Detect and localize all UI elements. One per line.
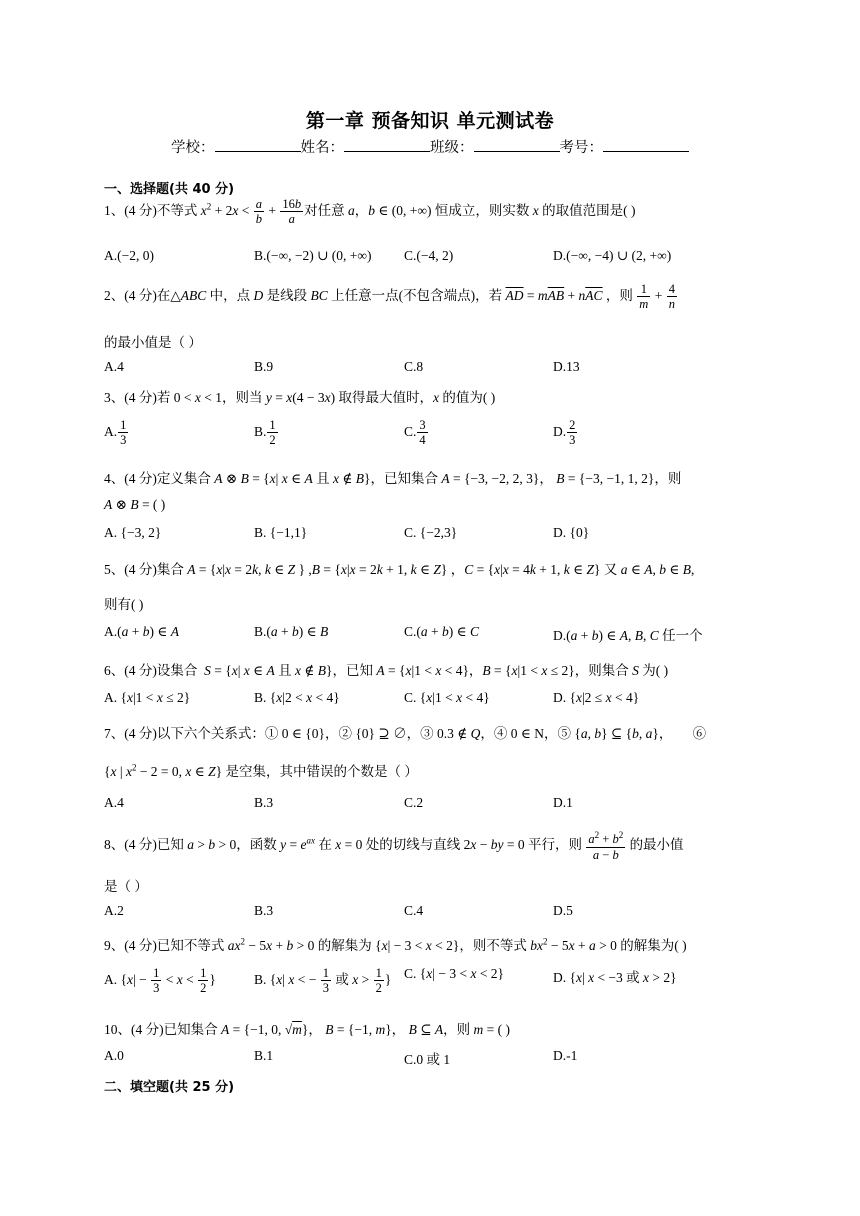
- option-a[interactable]: A. {x|1 < x ≤ 2}: [104, 690, 191, 705]
- option-a[interactable]: A. $\frac{1}{3}$: [104, 418, 127, 448]
- question-5-tail: 则有( ): [104, 597, 144, 612]
- option-d[interactable]: D.(−∞, −4) ∪ (2, +∞): [553, 248, 672, 263]
- question-9: 9、(4 分)已知不等式 $ax^2 - 5x + b > 0$ 的解集为 {x| − 3 < x < 2}，则不等式 $bx^2 - 5x + a > 0$ 的解集为( ): [104, 936, 687, 953]
- option-d[interactable]: D.13: [553, 359, 580, 374]
- question-5: 5、(4 分)集合 A = {x|x = 2k, k ∈ Z } ,B = {x|x = 2k + 1, k ∈ Z} ，C = {x|x = 4k + 1, k ∈ Z} 又 a ∈ A, b ∈ B,: [104, 562, 695, 577]
- option-b[interactable]: B.(−∞, −2) ∪ (0, +∞): [254, 248, 372, 263]
- question-6: 6、(4 分)设集合 S = {x| x ∈ A 且 x ∉ B}，已知 A = {x|1 < x < 4}，B = {x|1 < x ≤ 2}，则集合 S 为( ): [104, 663, 669, 678]
- question-2-tail: 的最小值是（ ）: [104, 335, 202, 350]
- option-b[interactable]: B. $\frac{1}{2}$: [254, 418, 276, 448]
- option-a[interactable]: A.4: [104, 795, 124, 810]
- option-c[interactable]: C.2: [404, 795, 424, 810]
- question-8: 8、(4 分)已知 a > b > 0，函数 $y = e^{ax}$ 在 x = 0 处的切线与直线 2x − by = 0 平行，则 $\frac{a^2 + b^2}{a - b}$ 的最小值: [104, 830, 684, 862]
- option-a[interactable]: A.(a + b) ∈ A: [104, 624, 179, 639]
- option-d[interactable]: D.5: [553, 903, 573, 918]
- name-label: 姓名：: [300, 140, 344, 156]
- option-b[interactable]: B.(a + b) ∈ B: [254, 624, 329, 639]
- option-b[interactable]: B. {x|2 < x < 4}: [254, 690, 340, 705]
- option-a[interactable]: A.4: [104, 359, 124, 374]
- question-10: 10、(4 分)已知集合 A = {−1, 0, √m}， B = {−1, m}， B ⊆ A，则 m = ( ): [104, 1022, 510, 1037]
- option-c[interactable]: C.8: [404, 359, 424, 374]
- question-7: 7、(4 分)以下六个关系式：① 0 ∈ {0}，② {0} ⊇ ∅，③ 0.3 ∉ Q，④ 0 ∈ N，⑤ {a, b} ⊆ {b, a}， ⑥: [104, 726, 707, 741]
- option-c[interactable]: C.0 或 1: [404, 1052, 451, 1067]
- class-label: 班级：: [430, 140, 474, 156]
- student-info-line: [0, 136, 860, 157]
- page-title: 第一章 预备知识 单元测试卷: [305, 110, 555, 132]
- school-blank[interactable]: [215, 139, 301, 152]
- option-c[interactable]: C. {x|1 < x < 4}: [404, 690, 490, 705]
- option-d[interactable]: D.-1: [553, 1048, 578, 1063]
- option-a[interactable]: A.2: [104, 903, 124, 918]
- option-d[interactable]: D. {0}: [553, 525, 590, 540]
- option-b[interactable]: B. {x| x < − $\frac{1}{3}$ 或 x > $\frac{1}{2}$ }: [254, 966, 392, 996]
- option-c[interactable]: C.(−4, 2): [404, 248, 454, 263]
- option-d[interactable]: D. $\frac{2}{3}$: [553, 418, 576, 448]
- question-4: 4、(4 分)定义集合 A ⊗ B = {x| x ∈ A 且 x ∉ B}，已知集合 A = {−3, −2, 2, 3}， B = {−3, −1, 1, 2}，则: [104, 471, 682, 486]
- question-1: 1、(4 分)不等式 $x^2 + 2x$ < $\frac{a}{b}$ + $\frac{16b}{a}$ 对任意 a，b ∈ (0, +∞) 恒成立，则实数 x 的取值范围是( ): [104, 197, 636, 227]
- exam-no-blank[interactable]: [603, 139, 689, 152]
- option-b[interactable]: B.3: [254, 795, 274, 810]
- question-3: 3、(4 分)若 0 < x < 1，则当 y = x(4 − 3x) 取得最大值时，x 的值为( ): [104, 390, 496, 405]
- school-label: 学校：: [171, 140, 215, 156]
- option-c[interactable]: C.(a + b) ∈ C: [404, 624, 480, 639]
- option-a[interactable]: A.0: [104, 1048, 124, 1063]
- class-blank[interactable]: [474, 139, 560, 152]
- option-a[interactable]: A. {−3, 2}: [104, 525, 162, 540]
- option-b[interactable]: B.9: [254, 359, 274, 374]
- section-heading-fill: 二、填空题(共 25 分): [104, 1080, 235, 1095]
- question-7-tail: {x | $x^2 - 2 = 0$, x ∈ Z} 是空集，其中错误的个数是（ ）: [104, 762, 418, 779]
- exam-no-label: 考号：: [559, 140, 603, 156]
- name-blank[interactable]: [344, 139, 430, 152]
- option-d[interactable]: D. {x|2 ≤ x < 4}: [553, 690, 640, 705]
- option-d[interactable]: D.(a + b) ∈ A, B, C 任一个: [553, 628, 703, 643]
- option-c[interactable]: C. {−2,3}: [404, 525, 458, 540]
- option-c[interactable]: C. {x| − 3 < x < 2}: [404, 966, 505, 981]
- option-c[interactable]: C. $\frac{3}{4}$: [404, 418, 426, 448]
- option-d[interactable]: D. {x| x < −3 或 x > 2}: [553, 970, 677, 985]
- option-a[interactable]: A.(−2, 0): [104, 248, 154, 263]
- option-a[interactable]: A. {x| − $\frac{1}{3}$ < x < $\frac{1}{2}$ }: [104, 966, 216, 996]
- question-8-tail: 是（ ）: [104, 879, 148, 894]
- section-heading-choice: 一、选择题(共 40 分): [104, 182, 235, 197]
- option-c[interactable]: C.4: [404, 903, 424, 918]
- question-2: 2、(4 分)在△ABC 中，点 D 是线段 BC 上任意一点(不包含端点)，若 $\overline{AD} = m\overline{AB} + n\overline{AC}$ ，则 $\frac{1}{m}$ + $\frac{4}{n}$: [104, 282, 675, 312]
- option-b[interactable]: B.3: [254, 903, 274, 918]
- question-4-tail: A ⊗ B = ( ): [104, 497, 166, 512]
- option-b[interactable]: B. {−1,1}: [254, 525, 308, 540]
- option-b[interactable]: B.1: [254, 1048, 274, 1063]
- option-d[interactable]: D.1: [553, 795, 573, 810]
